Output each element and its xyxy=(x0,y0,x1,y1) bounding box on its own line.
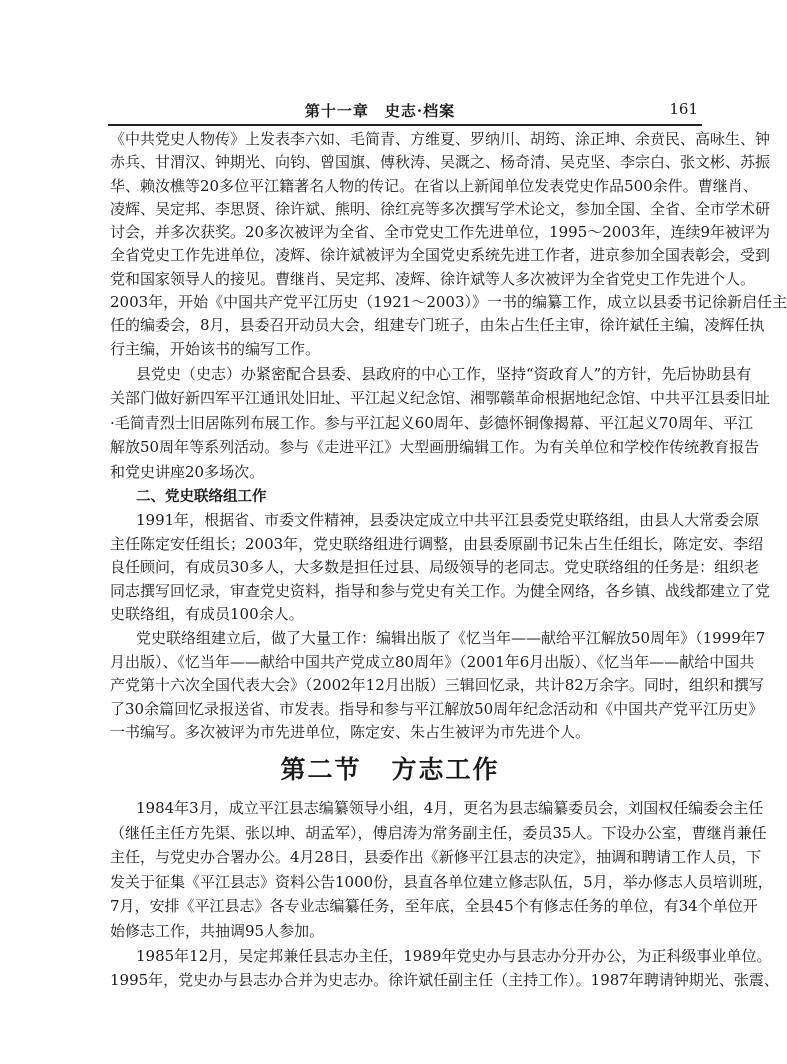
text-line: 1995年，党史办与县志办合并为史志办。徐许斌任副主任（主持工作）。1987年聘请钟期光、张震、 xyxy=(110,971,779,990)
text-line: 行主编，开始该书的编写工作。 xyxy=(110,339,321,358)
text-line: 史联络组，有成员100余人。 xyxy=(110,605,304,624)
text-line: 全省党史工作先进单位，凌辉、徐许斌被评为全国党史系统先进工作者，进京参加全国表彰会，受到 xyxy=(110,246,771,265)
text-line: 县党史（史志）办紧密配合县委、县政府的中心工作，坚持“资政育人”的方针，先后协助县有 xyxy=(136,365,752,383)
text-line: 始修志工作，共抽调95人参加。 xyxy=(110,921,325,940)
section-number: 第二节 xyxy=(280,755,362,784)
text-block-2 xyxy=(110,362,771,484)
text-line: 1991年，根据省、市委文件精神，县委决定成立中共平江县委党史联络组，由县人大常委会原 xyxy=(136,511,760,529)
text-line: 《中共党史人物传》上发表李六如、毛简青、方维夏、罗纳川、胡筠、涂正坤、余贲民、高咏生、钟 xyxy=(110,130,771,148)
text-line: 党和国家领导人的接见。曹继肖、吴定邦、凌辉、徐许斌等人多次被评为全省党史工作先进个人。 xyxy=(110,269,756,288)
text-block-1 xyxy=(110,128,787,361)
text-line: 良任顾问，有成员30多人，大多数是担任过县、局级领导的老同志。党史联络组的任务是：组织老 xyxy=(110,558,760,577)
text-line: ·毛简青烈士旧居陈列布展工作。参与平江起义60周年、彭德怀铜像揭幕、平江起义70周年、平江 xyxy=(110,413,753,432)
text-line: 党史联络组建立后，做了大量工作：编辑出版了《忆当年——献给平江解放50周年》（1999年7 xyxy=(136,628,766,647)
text-line: 1985年12月，吴定邦兼任县志办主任，1989年党史办与县志办分开办公，为正科级事业单位。 xyxy=(136,946,772,965)
text-block-4 xyxy=(110,796,779,993)
text-line: （继任主任方先渠、张以坤、胡孟军），傅启涛为常务副主任，委员35人。下设办公室，曹继肖兼任 xyxy=(110,823,767,842)
text-line: 同志撰写回忆录，审查党史资料，指导和参与党史有关工作。为健全网络，各乡镇、战线都建立了党 xyxy=(110,581,771,600)
running-header-title: 第十一章 史志·档案 xyxy=(304,102,456,120)
text-block-3 xyxy=(110,509,771,745)
text-line: 了30余篇回忆录报送省、市发表。指导和参与平江解放50周年纪念活动和《中国共产党平江历史》 xyxy=(110,699,764,718)
text-line: 主任，与党史办合署办公。4月28日，县委作出《新修平江县志的决定》，抽调和聘请工作人员，下 xyxy=(110,848,762,867)
text-line: 华、赖汝樵等20多位平江籍著名人物的传记。在省以上新闻单位发表党史作品500余件。曹继肖、 xyxy=(110,176,758,195)
text-line: 讨会，并多次获奖。20多次被评为全省、全市党史工作先进单位，1995～2003年，连续9年被评为 xyxy=(110,223,770,242)
text-line: 7月，安排《平江县志》各专业志编纂任务，至年底，全县45个有修志任务的单位，有34个单位开 xyxy=(110,897,758,916)
text-line: 2003年，开始《中国共产党平江历史（1921～2003）》一书的编纂工作，成立以县委书记徐新启任主 xyxy=(110,293,787,312)
text-line: 解放50周年等系列活动。参与《走进平江》大型画册编辑工作。为有关单位和学校作传统教育报告 xyxy=(110,438,760,457)
text-line: 产党第十六次全国代表大会》（2002年12月出版）三辑回忆录，共计82万余字。同时，组织和撰写 xyxy=(110,676,764,695)
text-line: 赤兵、甘渭汉、钟期光、向钧、曾国旗、傅秋涛、吴溉之、杨奇清、吴克坚、李宗白、张文彬、苏振 xyxy=(110,153,771,172)
text-line: 关部门做好新四军平江通讯处旧址、平江起义纪念馆、湘鄂赣革命根据地纪念馆、中共平江县委旧址 xyxy=(110,389,771,408)
header-rule xyxy=(108,124,702,126)
text-line: 月出版）、《忆当年——献给中国共产党成立80周年》（2001年6月出版）、《忆当年——献给中国共 xyxy=(110,652,755,671)
text-line: 1984年3月，成立平江县志编纂领导小组，4月，更名为县志编纂委员会，刘国权任编委会主任 xyxy=(136,799,764,817)
section-title xyxy=(250,754,530,786)
subheading: 二、党史联络组工作 xyxy=(136,488,267,505)
text-line: 发关于征集《平江县志》资料公告1000份，县直各单位建立修志队伍，5月，举办修志人员培训班， xyxy=(110,872,773,891)
text-line: 任的编委会，8月，县委召开动员大会，组建专门班子，由朱占生任主审，徐许斌任主编，凌辉任执 xyxy=(110,316,765,335)
page-number: 161 xyxy=(669,100,698,118)
text-line: 主任陈定安任组长；2003年，党史联络组进行调整，由县委原副书记朱占生任组长，陈定安、李绍 xyxy=(110,534,764,553)
section-name: 方志工作 xyxy=(391,755,500,784)
text-line: 和党史讲座20多场次。 xyxy=(110,462,265,481)
text-line: 一书编写。多次被评为市先进单位，陈定安、朱占生被评为市先进个人。 xyxy=(110,723,591,742)
text-line: 凌辉、吴定邦、李思贤、徐许斌、熊明、徐红亮等多次撰写学术论文，参加全国、全省、全市学术研 xyxy=(110,199,771,218)
